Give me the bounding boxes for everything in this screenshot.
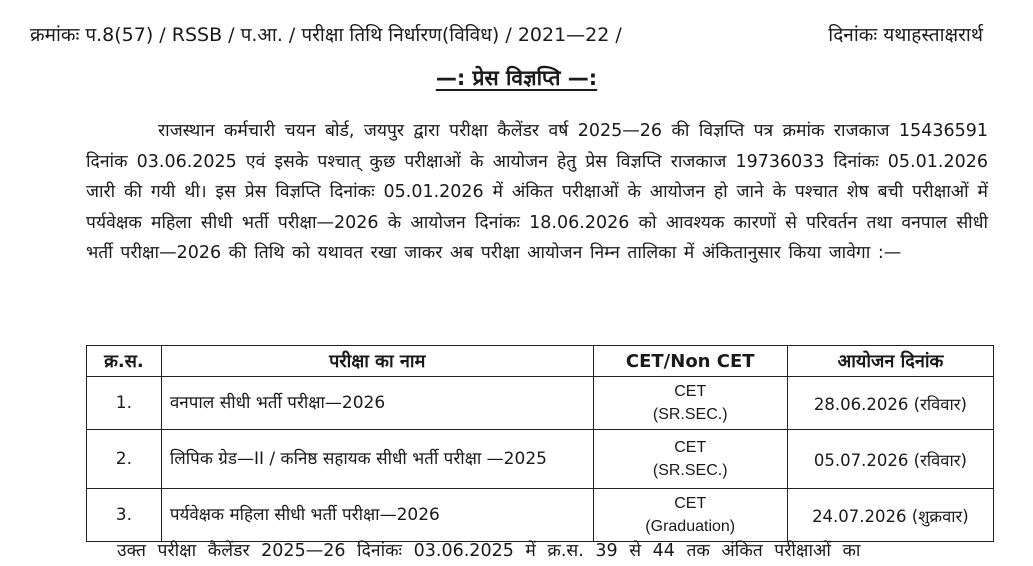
cet-type: CET [674, 383, 707, 400]
cet-level: (Graduation) [645, 518, 736, 535]
row-exam-name: लिपिक ग्रेड—II / कनिष्ठ सहायक सीधी भर्ती परीक्षा —2025 [161, 430, 593, 489]
cet-level: (SR.SEC.) [652, 462, 728, 479]
header-cet: CET/Non CET [593, 346, 787, 377]
row-cet [593, 377, 787, 430]
table-header-row [87, 346, 994, 377]
table-row [87, 489, 994, 542]
title-text: —: प्रेस विज्ञप्ति —: [435, 66, 598, 90]
cet-level: (SR.SEC.) [652, 406, 728, 423]
row-cet [593, 430, 787, 489]
row-exam-date: 28.06.2026 (रविवार) [787, 377, 993, 430]
table-row [87, 377, 994, 430]
row-exam-date: 05.07.2026 (रविवार) [787, 430, 993, 489]
row-exam-name: पर्यवेक्षक महिला सीधी भर्ती परीक्षा—2026 [161, 489, 593, 542]
row-serial: 1. [87, 377, 162, 430]
letter-header [30, 20, 1003, 50]
row-serial: 2. [87, 430, 162, 489]
header-exam-name: परीक्षा का नाम [161, 346, 593, 377]
table-row [87, 430, 994, 489]
row-cet [593, 489, 787, 542]
reference-number: क्रमांकः प.8(57) / RSSB / प.आ. / परीक्षा तिथि निर्धारण(विविध) / 2021—22 / [30, 24, 622, 46]
exam-schedule-table [86, 345, 994, 542]
page-title [0, 62, 1033, 94]
header-serial: क्र.स. [87, 346, 162, 377]
continuation-text: उक्त परीक्षा कैलेंडर 2025—26 दिनांकः 03.06.2025 में क्र.स. 39 से 44 तक अंकित परीक्षाओं का [117, 541, 861, 561]
header-exam-date: आयोजन दिनांक [787, 346, 993, 377]
row-exam-date: 24.07.2026 (शुक्रवार) [787, 489, 993, 542]
notice-paragraph: राजस्थान कर्मचारी चयन बोर्ड, जयपुर द्वारा परीक्षा कैलेंडर वर्ष 2025—26 की विज्ञप्ति पत्र क्रमांक राजकाज 15436591 दिनांक 03.06.2025 एवं इसके पश्चात् कुछ परीक्षाओं के आयोजन हेतु प्रेस विज्ञप्ति राजकाज 19736033 दिनांकः 05.01.2026 जारी की गयी थी। इस प्रेस विज्ञप्ति दिनांकः 05.01.2026 में अंकित परीक्षाओं के आयोजन हो जाने के पश्चात शेष बची परीक्षाओं में पर्यवेक्षक महिला सीधी भर्ती परीक्षा—2026 के आयोजन दिनांकः 18.06.2026 को आवश्यक कारणों से परिवर्तन तथा वनपाल सीधी भर्ती परीक्षा—2026 की तिथि को यथावत रखा जाकर अब परीक्षा आयोजन निम्न तालिका में अंकितानुसार किया जावेगा :— [86, 121, 988, 263]
row-exam-name: वनपाल सीधी भर्ती परीक्षा—2026 [161, 377, 593, 430]
cet-type: CET [674, 439, 707, 456]
row-serial: 3. [87, 489, 162, 542]
cet-type: CET [674, 495, 707, 512]
issue-date: दिनांकः यथाहस्ताक्षरार्थ [828, 24, 983, 46]
